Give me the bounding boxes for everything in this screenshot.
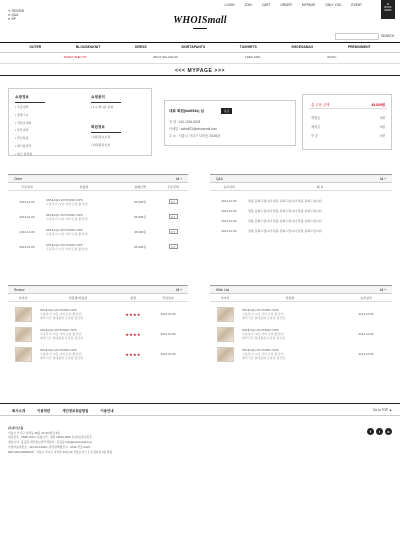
order-date: 2014.10.06 (19, 214, 35, 219)
submenu-item-free-size[interactable]: FREE SIZE (244, 55, 261, 59)
wishlist-product-name: OPHL2(1)-VICTOR1K OPS (242, 328, 279, 332)
review-thumb-cell (8, 347, 38, 362)
submenu-item-basic[interactable]: BASIC (327, 55, 337, 59)
wishlist-date: 2014.10.06 (358, 352, 374, 356)
qna-subject[interactable]: 상품 문의드립니다.상품 문의드립니다.상품 문의드립니다. (248, 209, 323, 213)
wishlist-product[interactable] (240, 308, 340, 320)
review-col-image: 이미지 (18, 295, 28, 300)
order-product-name: OPHL2(1)-VICTOR1K OPS (46, 227, 83, 232)
review-title: Review (14, 287, 25, 292)
search-button[interactable]: SEARCH (381, 34, 395, 38)
rating-stars: ★★★★ (125, 311, 141, 317)
page-title: <<< MYPAGE >>> (175, 68, 225, 74)
review-thumb-cell (8, 307, 38, 322)
order-product-name: OPHL2(1)-VICTOR1K OPS (46, 242, 83, 247)
wishlist-product[interactable] (240, 348, 340, 360)
footer-link-terms[interactable]: 이용약관 (37, 409, 51, 413)
wishlist-date: 2014.10.06 (358, 312, 374, 316)
footer-link-privacy[interactable]: 개인정보취급방침 (62, 409, 89, 413)
shopping-inquiry-underline (91, 102, 121, 103)
profile-email: 이메일 : sdfsdf23@whoismall.com (169, 127, 218, 131)
review-product-line2: 제작기간 절대불변 유골탐 될것임 (40, 356, 84, 360)
order-view-button[interactable]: 보기 (169, 244, 178, 249)
qna-icon: ✉ (8, 13, 11, 17)
top-link-join[interactable]: JOIN (244, 3, 252, 7)
list-item[interactable] (210, 196, 392, 206)
table-row[interactable] (210, 304, 392, 324)
footer-info (8, 426, 112, 454)
table-row[interactable] (210, 324, 392, 344)
table-row[interactable] (8, 239, 188, 254)
rating-stars: ★★★★ (125, 331, 141, 337)
product-thumbnail[interactable] (15, 307, 32, 322)
wishlist-product-name: OPHL2(1)-VICTOR1K OPS (242, 348, 279, 352)
page-title-line (0, 75, 400, 76)
product-thumbnail[interactable] (15, 327, 32, 342)
review-col-name: 상품명/상품평 (68, 295, 88, 300)
bookmark-icon: ★ (386, 2, 390, 6)
review-product-line1: 프롬폭이 -V랑 아싸 듀얼 활성인! (40, 312, 82, 316)
submenu-item-today[interactable]: TODAY SHIN TO (63, 55, 87, 59)
order-detail-cell (158, 244, 188, 249)
deposit-value: 0원 (380, 125, 385, 129)
order-column-headers (8, 183, 188, 191)
review-icon: ✎ (8, 9, 11, 13)
wishlist-thumb-cell (210, 347, 240, 362)
footer-info-line: (주)후이즈몰 (8, 426, 24, 430)
wishlist-thumb-cell (210, 307, 240, 322)
wishlist-product-line1: 프롬폭이 -V랑 아싸 듀얼 활성인! (242, 332, 284, 336)
menu-item-t-shirts[interactable]: T&SHIRTS (239, 45, 257, 49)
order-detail-cell (158, 229, 188, 234)
list-item[interactable] (210, 206, 392, 216)
wishlist-product-line2: 제작기간 절대불변 유골탐 될것임 (242, 316, 286, 320)
social-links (367, 428, 392, 435)
footer-info-line: 사업자등록번호 : 123-45-12345 / 통신판매업신고 : 2014-서울-0123 (8, 444, 90, 449)
menu-item-shoes-bag[interactable]: SHOES&BAG (291, 45, 314, 49)
review-all-link[interactable]: All + (175, 287, 182, 292)
order-col-price: 결제금액 (134, 184, 146, 189)
shopping-menu-box (8, 88, 152, 156)
site-logo[interactable]: WHOISmall (173, 15, 227, 26)
bookmark-label-1: BOOK (384, 6, 392, 9)
wishlist-product-name: OPHL2(1)-VICTOR1K OPS (242, 308, 279, 312)
qna-subject[interactable]: 상품 문의드립니다.상품 문의드립니다.상품 문의드립니다. (248, 199, 323, 203)
order-col-detail: 주문상세 (167, 184, 179, 189)
order-price: 45,000원 (133, 214, 147, 219)
top-left-link-qna[interactable]: ✉ Q&A (8, 13, 19, 17)
order-product-desc: 프롬폭이 -V랑 아싸 듀얼 활성인! (46, 231, 88, 236)
review-header (8, 285, 188, 294)
sidebar-item-posts[interactable]: • 게시물관리 (15, 143, 32, 148)
order-detail-cell (158, 214, 188, 219)
order-date: 2014.10.06 (19, 229, 35, 234)
qna-col-subject: 제 목 (316, 184, 324, 189)
sidebar-item-inquiry[interactable]: • 1:1 게시판 문의 (91, 105, 114, 109)
wishlist-col-date: 등록일자 (360, 295, 372, 300)
top-link-event[interactable]: EVENT (351, 3, 362, 7)
top-link-cart[interactable]: CART (261, 3, 271, 7)
summary-box (302, 94, 392, 150)
points-value: 0원 (380, 116, 385, 120)
table-row[interactable] (8, 194, 188, 209)
sidebar-item-recent[interactable]: • 최근 본상품 (15, 151, 33, 156)
review-product-line2: 제작기간 절대불변 유골탐 될것임 (40, 316, 84, 320)
footer-link-company[interactable]: 회사소개 (12, 409, 26, 413)
order-product[interactable] (46, 228, 122, 236)
profile-box (164, 100, 296, 146)
member-info-section (91, 125, 121, 150)
order-date: 2014.10.06 (19, 199, 35, 204)
member-info-title: 회원정보 (91, 125, 105, 129)
wishlist-col-name: 상품명 (285, 295, 295, 300)
review-panel (8, 285, 188, 364)
table-row[interactable] (8, 344, 188, 364)
order-col-date: 주문일자 (21, 184, 33, 189)
shopping-info-section (15, 95, 45, 159)
profile-address: 주 소 : 서울시 가나구 다라동 23-56층 (169, 134, 221, 138)
qna-header (210, 174, 392, 183)
product-thumbnail[interactable] (217, 307, 234, 322)
footer-info-line: 서울시 가나구 다라동 38길 10 OO빌딩 3층 (8, 430, 60, 435)
member-info-underline (91, 132, 121, 133)
wishlist-product[interactable] (240, 328, 340, 340)
table-row[interactable] (8, 209, 188, 224)
order-product[interactable] (46, 243, 122, 251)
footer-info-line: RETURN ADDRESS : 서울시 가나구 다라동 23길 20 서울로지스 소포집하장 2층 반품 (8, 449, 113, 454)
top-left-link-review[interactable]: ✎ REVIEW (8, 9, 25, 13)
review-product[interactable] (38, 328, 118, 340)
profile-phone: 전 화 : 010-1234-5678 (169, 120, 201, 124)
order-product-desc: 프롬폭이 -V랑 아싸 듀얼 활성인! (46, 246, 88, 251)
top-link-login[interactable]: LOGIN (224, 3, 235, 7)
qna-date: 2014.10.06 (221, 229, 237, 233)
top-link-only-you[interactable]: ONLY YOU (325, 3, 342, 7)
twitter-icon[interactable]: t (376, 428, 383, 435)
deposit-label: 예치금 (311, 125, 321, 129)
order-price: 45,000원 (133, 199, 147, 204)
review-product-name: OPHL2(1)-VICTOR1K OPS (40, 348, 77, 352)
total-order-label: 총 주문 금액 (311, 103, 330, 107)
top-left-link-vip[interactable]: ♥ VIP (8, 17, 16, 21)
shopping-info-title: 쇼핑정보 (15, 95, 29, 99)
qna-date: 2014.10.06 (221, 209, 237, 213)
order-header (8, 174, 188, 183)
top-link-order[interactable]: ORDER (280, 3, 292, 7)
sidebar-item-points[interactable]: • 적립금내역 (15, 120, 32, 125)
points-label: 적립금 (311, 116, 321, 120)
qna-title: Q&A (216, 176, 223, 181)
menu-item-blouse-knit[interactable]: BLOUSE&KNIT (75, 45, 101, 49)
facebook-icon[interactable]: f (367, 428, 374, 435)
footer-top-line (0, 403, 400, 404)
review-product-name: OPHL2(1)-VICTOR1K OPS (40, 328, 77, 332)
review-column-headers (8, 294, 188, 302)
coupon-value: 0장 (380, 134, 385, 138)
order-view-button[interactable]: 보기 (169, 229, 178, 234)
qna-date: 2014.10.06 (221, 199, 237, 203)
search-input[interactable] (335, 33, 379, 40)
order-detail-cell (158, 199, 188, 204)
sidebar-item-wishlist[interactable]: • 관심상품 (15, 136, 29, 141)
order-date: 2014.10.06 (19, 244, 35, 249)
order-view-button[interactable]: 보기 (169, 214, 178, 219)
order-all-link[interactable]: All + (175, 176, 182, 181)
review-product-line1: 프롬폭이 -V랑 아싸 듀얼 활성인! (40, 352, 82, 356)
shopping-inquiry-title: 쇼핑문의 (91, 95, 105, 99)
footer-link-guide[interactable]: 이용안내 (100, 409, 114, 413)
qna-column-headers (210, 183, 392, 191)
sidebar-item-coupons[interactable]: • 쿠폰내역 (15, 128, 29, 133)
wishlist-product-line1: 프롬폭이 -V랑 아싸 듀얼 활성인! (242, 352, 284, 356)
review-thumb-cell (8, 327, 38, 342)
wishlist-product-line2: 제작기간 절대불변 유골탐 될것임 (242, 356, 286, 360)
wishlist-thumb-cell (210, 327, 240, 342)
wishlist-product-line1: 프롬폭이 -V랑 아싸 듀얼 활성인! (242, 312, 284, 316)
order-panel (8, 174, 188, 254)
order-product-name: OPHL2(1)-VICTOR1K OPS (46, 197, 83, 202)
submenu-item-best[interactable]: BEST SELLER 99 (153, 55, 178, 59)
menu-item-skirt-pants[interactable]: SKIRT&PANTS (181, 45, 206, 49)
sidebar-item-orders[interactable]: • 주문내역 (15, 105, 29, 109)
review-col-date: 작성일자 (162, 295, 174, 300)
wishlist-column-headers (210, 294, 392, 302)
order-product-desc: 프롬폭이 -V랑 아싸 듀얼 활성인! (46, 216, 88, 221)
review-product[interactable] (38, 308, 118, 320)
rating-stars: ★★★★ (125, 351, 141, 357)
profile-name: 대표 회원(tw6f33s) 님 (169, 109, 204, 113)
logo-underline (193, 28, 207, 29)
sidebar-item-withdraw[interactable]: • 회원탈퇴신청 (91, 142, 111, 147)
menu-item-outer[interactable]: OUTER (29, 45, 42, 49)
menu-item-dress[interactable]: DRESS (134, 45, 147, 49)
order-view-button[interactable]: 보기 (169, 199, 178, 204)
product-thumbnail[interactable] (15, 347, 32, 362)
table-row[interactable] (8, 324, 188, 344)
order-price: 45,000원 (133, 229, 147, 234)
vip-icon: ♥ (8, 17, 10, 21)
wishlist-title: Wish List (216, 287, 229, 292)
product-thumbnail[interactable] (217, 347, 234, 362)
table-row[interactable] (210, 344, 392, 364)
coupon-label: 쿠 폰 (311, 134, 319, 138)
review-date: 2014.10.06 (160, 312, 176, 316)
summary-divider (309, 108, 387, 109)
menu-bottom-line (0, 52, 400, 53)
review-date: 2014.10.06 (160, 352, 176, 356)
shopping-info-underline (15, 102, 45, 103)
qna-subject[interactable]: 상품 문의드립니다.상품 문의드립니다.상품 문의드립니다. (248, 219, 323, 223)
shopping-inquiry-section (91, 95, 121, 112)
review-product-line1: 프롬폭이 -V랑 아싸 듀얼 활성인! (40, 332, 82, 336)
list-item[interactable] (210, 216, 392, 226)
order-product[interactable] (46, 198, 122, 206)
menu-item-premiument[interactable]: PREMIUMENT (347, 45, 371, 49)
go-to-top-link[interactable]: Go to TOP ▲ (372, 408, 392, 412)
top-links (225, 3, 363, 7)
footer-info-line: 대표번호 : 1588-1234 / 운영시간 : 평일 10AM~5PM 토/일/공휴일휴무 (8, 435, 93, 440)
wishlist-panel (210, 285, 392, 364)
footer-nav (12, 408, 114, 413)
list-item[interactable] (210, 226, 392, 236)
bookmark-label-2: MARK (384, 9, 392, 12)
grade-badge: 등급 (221, 108, 232, 114)
review-date: 2014.10.06 (160, 332, 176, 336)
table-row[interactable] (8, 224, 188, 239)
review-product-line2: 제작기간 절대불변 유골탐 될것임 (40, 336, 84, 340)
order-col-name: 상품명 (79, 184, 89, 189)
wishlist-all-link[interactable]: All + (379, 287, 386, 292)
total-order-value: 45,000원 (371, 103, 385, 107)
qna-subject[interactable]: 상품 문의드립니다.상품 문의드립니다.상품 문의드립니다. (248, 229, 323, 233)
submenu-bottom-line (0, 63, 400, 64)
qna-panel (210, 174, 392, 236)
order-product-desc: 프롬폭이 -V랑 아싸 듀얼 활성인! (46, 201, 88, 206)
sub-menu (0, 55, 400, 59)
table-row[interactable] (8, 304, 188, 324)
review-product[interactable] (38, 348, 118, 360)
qna-date: 2014.10.06 (221, 219, 237, 223)
qna-col-date: 등록일자 (223, 184, 235, 189)
sidebar-item-cart[interactable]: • 장바구니 (15, 112, 29, 117)
order-price: 45,000원 (133, 244, 147, 249)
sidebar-item-edit-profile[interactable]: • 회원정보수정 (91, 135, 111, 139)
blog-icon[interactable]: b (385, 428, 392, 435)
wishlist-col-image: 이미지 (220, 295, 230, 300)
order-product-name: OPHL2(1)-VICTOR1K OPS (46, 212, 83, 217)
review-col-rating: 평점 (130, 295, 136, 300)
wishlist-date: 2014.10.06 (358, 332, 374, 336)
qna-all-link[interactable]: All + (379, 176, 386, 181)
review-product-name: OPHL2(1)-VICTOR1K OPS (40, 308, 77, 312)
wishlist-header (210, 285, 392, 294)
order-product[interactable] (46, 213, 122, 221)
footer-info-line: 대표이사 : 홍길동 개인정보관리책임자 : 홍길동 help@whoismall.com (8, 440, 93, 445)
top-link-mypage[interactable]: MYPAGE (301, 3, 316, 7)
product-thumbnail[interactable] (217, 327, 234, 342)
main-menu (0, 42, 400, 52)
wishlist-product-line2: 제작기간 절대불변 유골탐 될것임 (242, 336, 286, 340)
order-title: Order (14, 176, 23, 181)
footer-mid-line (0, 415, 400, 416)
